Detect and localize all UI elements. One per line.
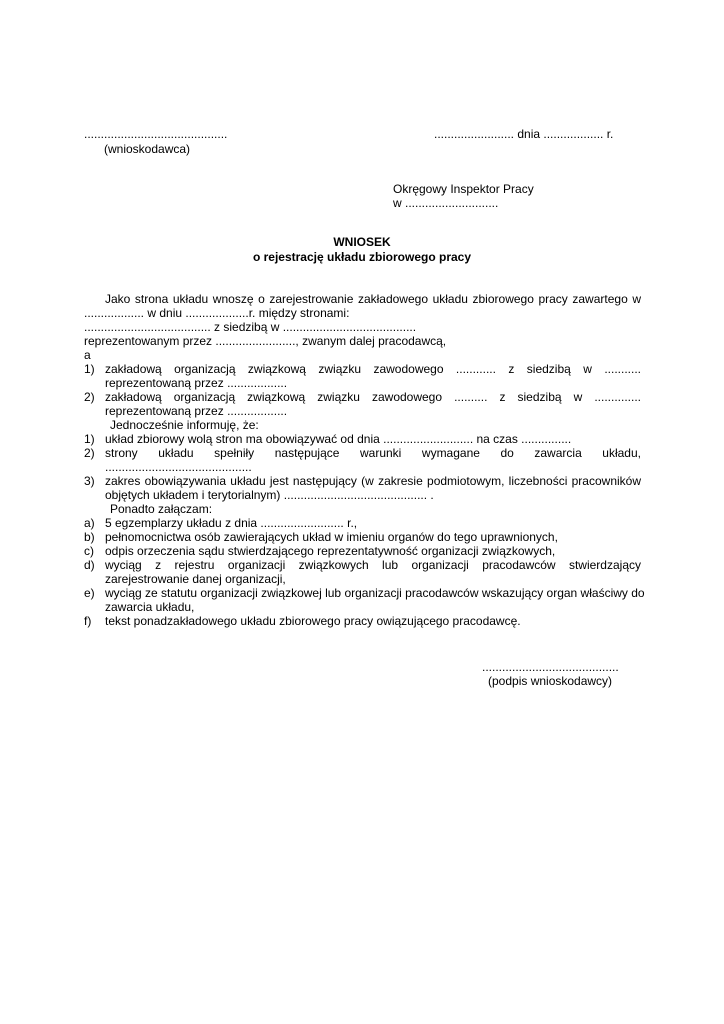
addressee-line1: Okręgowy Inspektor Pracy	[393, 182, 534, 196]
intro-line-1: Jako strona układu wnoszę o zarejestrowanie zakładowego układu zbiorowego pracy zawartego w	[105, 292, 641, 306]
conjunction: a	[84, 348, 91, 362]
attach-d-label: d)	[84, 558, 95, 572]
attach-f-line1: tekst ponadzakładowego układu zbiorowego pracy owiązującego pracodawcę.	[105, 614, 521, 628]
signature-dots: .........................................	[482, 660, 619, 674]
party-1-line2: reprezentowaną przez ..................	[105, 376, 288, 390]
party-1-label: 1)	[84, 362, 95, 376]
party-2-line1: zakładową organizacją związkową związku zawodowego .......... z siedzibą w ..............	[105, 390, 641, 404]
inform-heading: Jednocześnie informuję, że:	[110, 418, 259, 432]
attach-a-line1: 5 egzemplarzy układu z dnia ......................... r.,	[105, 516, 358, 530]
inform-2-line2: ............................................	[105, 460, 252, 474]
attach-heading: Ponadto załączam:	[110, 502, 213, 516]
inform-1-line1: układ zbiorowy wolą stron ma obowiązywać od dnia ........................... na czas ...............	[105, 432, 572, 446]
inform-3-label: 3)	[84, 474, 95, 488]
attach-b-line1: pełnomocnictwa osób zawierających układ w imieniu organów do tego uprawnionych,	[105, 530, 558, 544]
document-subtitle: o rejestrację układu zbiorowego pracy	[252, 250, 472, 264]
inform-3-line1: zakres obowiązywania układu jest następujący (w zakresie podmiotowym, liczebności pracowników	[105, 474, 641, 488]
attach-d-line1: wyciąg z rejestru organizacji związkowych lub organizacji pracodawców stwierdzający	[105, 558, 641, 572]
attach-e-label: e)	[84, 586, 95, 600]
signature-label: (podpis wnioskodawcy)	[488, 674, 613, 688]
applicant-dots: ...........................................	[84, 127, 228, 141]
attach-e-line2: zawarcia układu,	[105, 600, 195, 614]
date-line: ........................ dnia .................. r.	[434, 127, 614, 141]
attach-c-label: c)	[84, 544, 94, 558]
inform-3-line2: objętych układem i terytorialnym) ........................................... .	[105, 488, 434, 502]
intro-line-2: .................. w dniu ...................r. między stronami:	[84, 306, 350, 320]
applicant-label: (wnioskodawca)	[104, 142, 191, 156]
attach-c-line1: odpis orzeczenia sądu stwierdzającego reprezentatywność organizacji związkowych,	[105, 544, 556, 558]
intro-line-3: ...................................... z siedzibą w ........................................	[84, 320, 417, 334]
document-title: WNIOSEK	[333, 235, 391, 249]
attach-b-label: b)	[84, 530, 95, 544]
party-2-label: 2)	[84, 390, 95, 404]
attach-e-line1: wyciąg ze statutu organizacji związkowej lub organizacji pracodawców wskazujący organ właściwy do	[105, 586, 645, 600]
inform-1-label: 1)	[84, 432, 95, 446]
inform-2-label: 2)	[84, 446, 95, 460]
addressee-line2: w ............................	[393, 196, 499, 210]
party-1-line1: zakładową organizacją związkową związku zawodowego ............ z siedzibą w ...........	[105, 362, 641, 376]
attach-d-line2: zarejestrowanie danej organizacji,	[105, 572, 286, 586]
party-2-line2: reprezentowaną przez ..................	[105, 404, 288, 418]
intro-line-4: reprezentowanym przez ........................, zwanym dalej pracodawcą,	[84, 334, 447, 348]
inform-2-line1: strony układu spełniły następujące warunki wymagane do zawarcia układu,	[105, 446, 641, 460]
attach-f-label: f)	[84, 614, 92, 628]
attach-a-label: a)	[84, 516, 95, 530]
